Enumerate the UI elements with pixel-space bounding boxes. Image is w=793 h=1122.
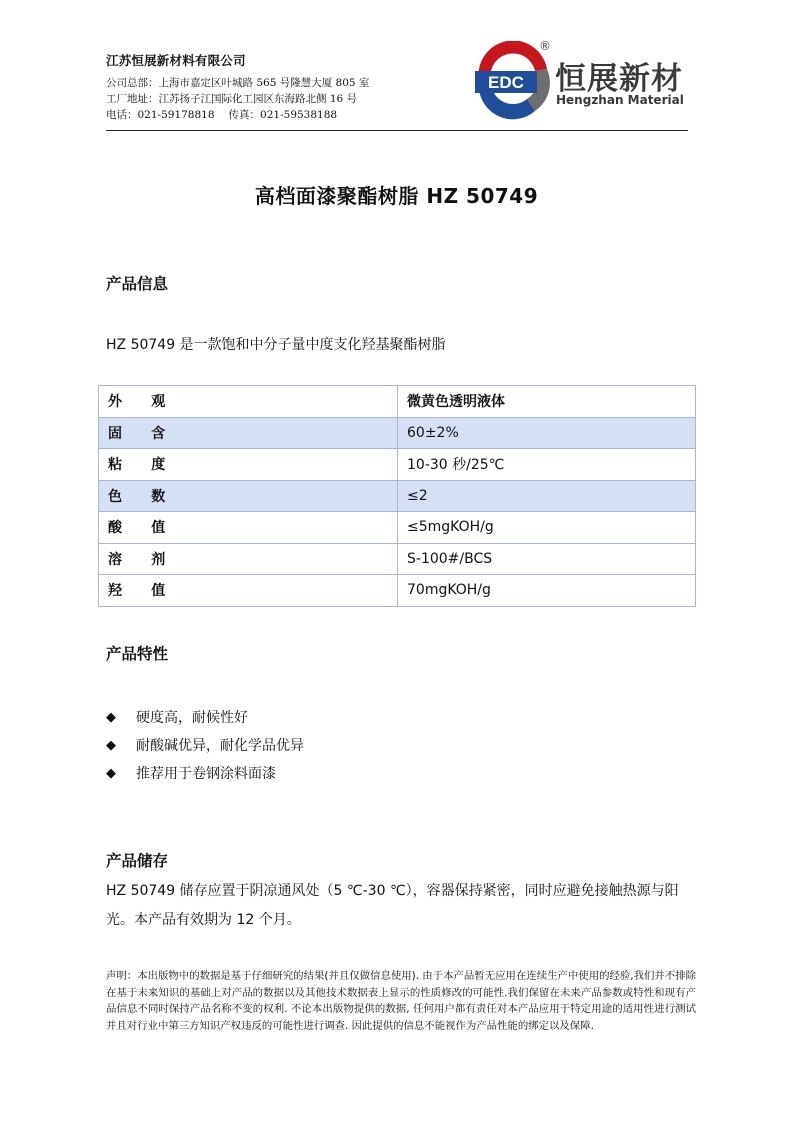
edc-logo-mark xyxy=(473,41,553,121)
company-factory-address: 工厂地址：江苏扬子江国际化工园区东海路北侧 16 号 xyxy=(106,93,358,105)
company-phone: 电话：021-59178818 xyxy=(106,109,215,121)
feature-list xyxy=(106,703,304,787)
document-title: 高档面漆聚酯树脂 HZ 50749 xyxy=(254,184,539,208)
logo-name-en: Hengzhan Material xyxy=(556,93,684,107)
registered-mark: ® xyxy=(539,39,551,53)
diamond-bullet-icon: ◆ xyxy=(106,709,116,725)
spec-label: 羟 值 xyxy=(99,575,398,607)
diamond-bullet-icon: ◆ xyxy=(106,765,116,781)
edc-logo-text: EDC xyxy=(488,73,524,92)
company-fax: 传真：021-59538188 xyxy=(228,109,338,121)
feature-text: 推荐用于卷钢涂料面漆 xyxy=(136,766,276,782)
spec-label: 外 观 xyxy=(99,386,398,418)
section-heading-storage: 产品储存 xyxy=(106,852,169,870)
section-heading-features: 产品特性 xyxy=(106,645,169,663)
spec-label: 溶 剂 xyxy=(99,543,398,575)
spec-value: 60±2% xyxy=(398,417,696,449)
spec-value: 70mgKOH/g xyxy=(398,575,696,607)
spec-label: 酸 值 xyxy=(99,512,398,544)
spec-label: 固 含 xyxy=(99,417,398,449)
spec-table xyxy=(98,385,696,607)
company-contact xyxy=(106,107,486,123)
list-item xyxy=(106,703,304,731)
company-header xyxy=(106,51,486,123)
spec-row xyxy=(99,575,696,607)
diamond-bullet-icon: ◆ xyxy=(106,737,116,753)
spec-row xyxy=(99,449,696,481)
header-divider xyxy=(106,130,688,131)
storage-text: HZ 50749 储存应置于阴凉通风处（5 ℃-30 ℃），容器保持紧密，同时应避免接触热源与阳光。本产品有效期为 12 个月。 xyxy=(106,883,679,928)
spec-row xyxy=(99,543,696,575)
spec-row xyxy=(99,386,696,418)
spec-label: 色 数 xyxy=(99,480,398,512)
spec-row xyxy=(99,512,696,544)
list-item xyxy=(106,731,304,759)
feature-text: 耐酸碱优异，耐化学品优异 xyxy=(136,738,304,754)
spec-row xyxy=(99,480,696,512)
disclaimer: 声明：本出版物中的数据是基于仔细研究的结果(并且仅做信息使用). 由于本产品暂无应用在连续生产中使用的经验,我们并不排除在基于未来知识的基础上对产品的数据以及其他技术数据表上显示的性质修改的可能性.我们保留在未来产品参数或特性和现有产品信息不同时保持产品名称不变的权利. 不论本出版物提供的数据, 任何用户都有责任对本产品应用于特定用途的适用性进行测试并且对行业中第三方知识产权违反的可能性进行调查. 因此提供的信息不能视作为产品性能的绑定以及保障. xyxy=(106,970,696,1032)
spec-value: ≤5mgKOH/g xyxy=(398,512,696,544)
spec-row xyxy=(99,417,696,449)
section-heading-info: 产品信息 xyxy=(106,275,169,293)
feature-text: 硬度高，耐候性好 xyxy=(136,710,248,726)
spec-value: S-100#/BCS xyxy=(398,543,696,575)
logo-name-cn: 恒展新材 xyxy=(555,61,683,97)
spec-value: 微黄色透明液体 xyxy=(398,386,696,418)
company-name: 江苏恒展新材料有限公司 xyxy=(106,53,246,68)
spec-label: 粘 度 xyxy=(99,449,398,481)
list-item xyxy=(106,759,304,787)
company-hq-address: 公司总部：上海市嘉定区叶城路 565 号隆慧大厦 805 室 xyxy=(106,77,370,89)
spec-value: ≤2 xyxy=(398,480,696,512)
spec-value: 10-30 秒/25℃ xyxy=(398,449,696,481)
company-logo xyxy=(473,41,693,121)
product-intro: HZ 50749 是一款饱和中分子量中度支化羟基聚酯树脂 xyxy=(106,337,446,353)
